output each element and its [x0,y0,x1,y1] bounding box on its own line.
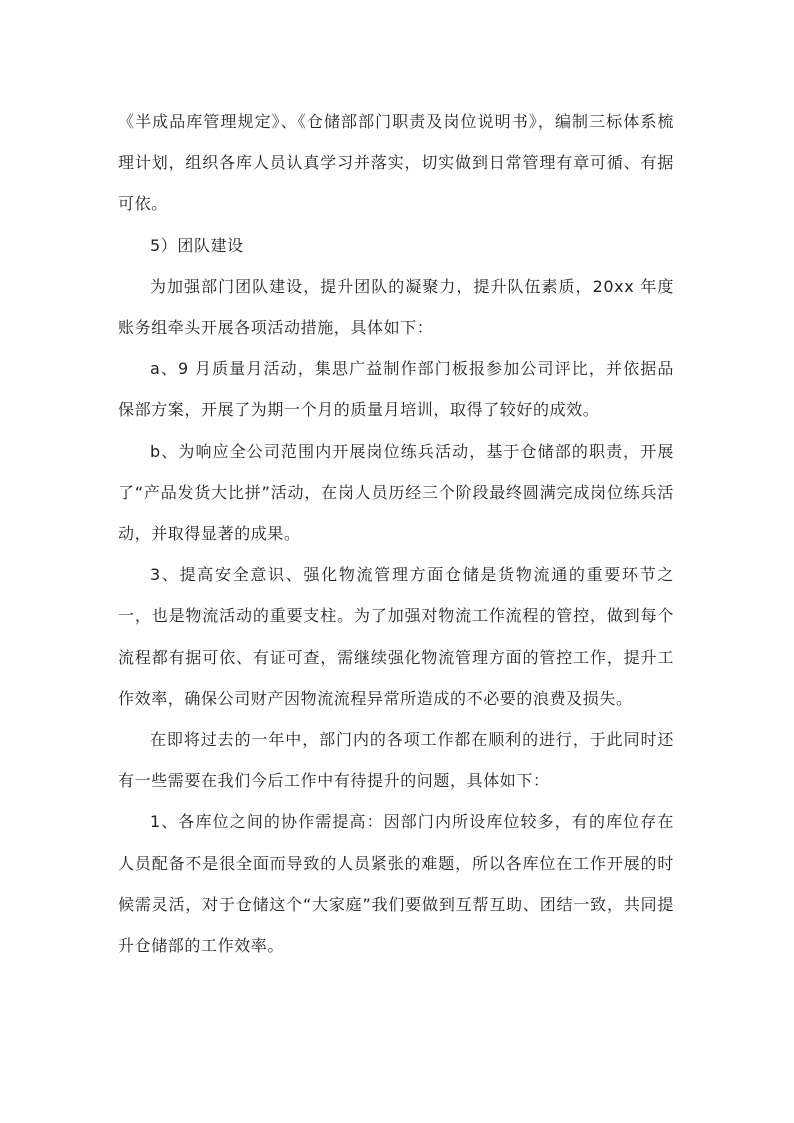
paragraph-7: 在即将过去的一年中，部门内的各项工作都在顺利的进行，于此同时还有一些需要在我们今后工作中有待提升的问题，具体如下： [118,730,674,791]
paragraph-1: 《半成品库管理规定》、《仓储部部门职责及岗位说明书》，编制三标体系梳理计划，组织各库人员认真学习并落实，切实做到日常管理有章可循、有据可依。 [118,112,674,214]
paragraph-4: a、9 月质量月活动，集思广益制作部门板报参加公司评比，并依据品保部方案，开展了为期一个月的质量月培训，取得了较好的成效。 [118,359,674,420]
paragraph-2-heading: 5）团队建设 [150,235,244,255]
paragraph-6: 3、提高安全意识、强化物流管理方面仓储是货物流通的重要环节之一，也是物流活动的重要支柱。为了加强对物流工作流程的管控，做到每个流程都有据可依、有证可查，需继续强化物流管理方面的管控工作，提升工作效率，确保公司财产因物流流程异常所造成的不必要的浪费及损失。 [118,565,674,708]
paragraph-5: b、为响应全公司范围内开展岗位练兵活动，基于仓储部的职责，开展了“产品发货大比拼”活动，在岗人员历经三个阶段最终圆满完成岗位练兵活动，并取得显著的成果。 [118,441,674,544]
paragraph-8: 1、各库位之间的协作需提高：因部门内所设库位较多，有的库位存在人员配备不是很全面而导致的人员紧张的难题，所以各库位在工作开展的时候需灵活，对于仓储这个“大家庭”我们要做到互帮互助、团结一致，共同提升仓储部的工作效率。 [118,812,674,956]
paragraph-3: 为加强部门团队建设，提升团队的凝聚力，提升队伍素质，20xx 年度账务组牵头开展各项活动措施，具体如下： [118,276,674,338]
document-body [118,101,674,966]
